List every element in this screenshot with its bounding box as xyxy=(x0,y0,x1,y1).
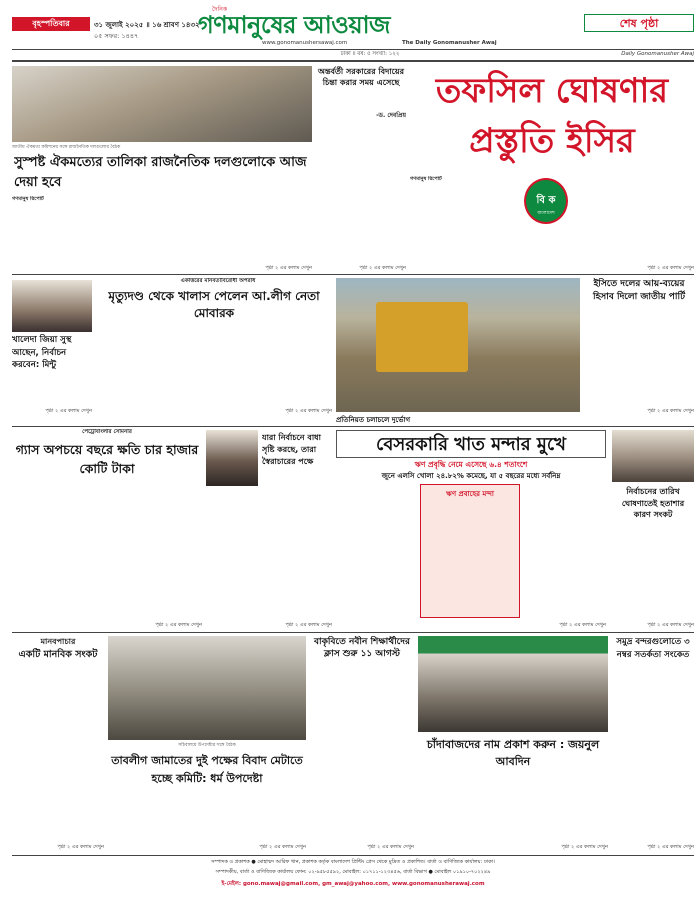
lead-byline: গণমানুষ রিপোর্ট xyxy=(410,176,442,182)
ec-logo xyxy=(524,178,568,224)
ec-body xyxy=(612,530,694,622)
tabligh-headline: তাবলীগ জামাতের দুই পক্ষের বিবাদ মেটাতে হচ্ছে কমিটি: ধর্ম উপদেষ্টা xyxy=(111,754,303,785)
consensus-body xyxy=(12,196,312,264)
students-body xyxy=(310,676,414,842)
jp-body xyxy=(584,320,694,408)
sea-cont: পৃষ্ঠা ২ এর কলাম দেখুন xyxy=(647,844,694,850)
human-headline: একটি মানবিক সংকট xyxy=(18,649,98,660)
private-cont: পৃষ্ঠা ২ এর কলাম দেখুন xyxy=(559,622,606,628)
mintu-photo xyxy=(12,280,92,332)
death-body xyxy=(96,324,332,408)
gas-kicker: পেট্রোবাংলার সেমিনার xyxy=(82,429,132,435)
ec-headline: নির্বাচনের তারিখ ঘোষণাতেই হতাশার কারণ সংকট xyxy=(621,487,685,519)
footer-line3: ই-মেইল: gono.mawaj@gmail.com, gm_awaj@yahoo.com, www.gonomanusherawaj.com xyxy=(221,881,485,887)
footer-line1: সম্পাদক ও প্রকাশক ● মোহাম্মদ আরিফ খান, প্রকাশক কর্তৃক বাংলাদেশ প্রিন্টিং প্রেস থেকে মুদ্রিত ও প্রকাশিত। বার্তা ও বাণিজ্যিক কার্যালয়: ঢাকা। xyxy=(211,859,495,865)
death-kicker: একাত্তরের মানবতাবিরোধী অপরাধ xyxy=(180,278,256,284)
election-quote-body xyxy=(206,490,332,622)
speaker-photo xyxy=(206,430,258,486)
consensus-headline: সুস্পষ্ট ঐকমত্যের তালিকা রাজনৈতিক দলগুলোকে আজ দেয়া হবে xyxy=(14,155,307,190)
human-kicker: মানবপাচার xyxy=(40,637,76,646)
photo-caption: প্রতিনিয়ত চলাচলে দুর্ভোগ xyxy=(336,416,411,423)
masthead-hijri: ০৫ সফর: ১৪৪৭ xyxy=(94,32,139,40)
students-headline: বাকৃবিতে নবীন শিক্ষার্থীদের ক্লাস শুরু ১১ আগস্ট xyxy=(314,637,410,659)
ec-cont: পৃষ্ঠা ২ এর কলাম দেখুন xyxy=(647,622,694,628)
consensus-caption: জাতীয় ঐকমত্য কমিশনের সঙ্গে রাজনৈতিক দলগুলোর বৈঠক xyxy=(12,145,121,150)
tabligh-caption: সচিবালয়ে উপদেষ্টার সঙ্গে বৈঠক xyxy=(178,743,236,748)
private-box-title: ঋণ প্রবাহের মন্দা xyxy=(446,490,494,498)
tabligh-photo xyxy=(108,636,306,740)
day-badge xyxy=(12,17,90,31)
jp-cont: পৃষ্ঠা ২ এর কলাম দেখুন xyxy=(647,408,694,414)
human-body xyxy=(12,666,104,842)
khaleda-headline: খালেদা জিয়া সুস্থ আছেন, নির্বাচন করবেন: মিন্টু xyxy=(12,335,72,370)
interim-cont: পৃষ্ঠা ২ এর কলাম দেখুন xyxy=(359,265,406,271)
gas-cont: পৃষ্ঠা ২ এর কলাম দেখুন xyxy=(155,622,202,628)
ec-logo-text: বাংলাদেশ xyxy=(537,211,555,216)
students-cont: পৃষ্ঠা ২ এর কলাম দেখুন xyxy=(367,844,414,850)
masthead-issue-info: ঢাকা ॥ বর্ষ: ৫ সংখ্যা: ১২২ xyxy=(340,51,400,57)
private-headline: বেসরকারি খাত মন্দার মুখে xyxy=(336,430,606,458)
masthead-date: ৩১ জুলাই ২০২৫ ॥ ১৬ শ্রাবণ ১৪৩২ xyxy=(94,21,200,29)
masthead-title xyxy=(198,9,528,41)
ec-logo-letters: বি ক xyxy=(536,195,556,206)
khaleda-body xyxy=(12,374,92,408)
jp-headline: ইসিতে দলের আয়-ব্যয়ের হিসাব দিলো জাতীয় পার্টি xyxy=(593,279,685,302)
gas-headline: গ্যাস অপচয়ে বছরে ক্ষতি চার হাজার কোটি টাকা xyxy=(15,442,199,476)
extortion-headline: চাঁদাবাজদের নাম প্রকাশ করুন : জয়নুল আবদিন xyxy=(426,738,600,768)
masthead-website: www.gonomanushersawaj.com xyxy=(262,40,348,46)
interim-by: -ড. দেবপ্রিয় xyxy=(376,112,406,119)
private-sub: ঋণ প্রবৃদ্ধি নেমে এসেছে ৬.৪ শতাংশে xyxy=(414,460,528,469)
death-headline: মৃত্যুদণ্ড থেকে খালাস পেলেন আ.লীগ নেতা মোবারক xyxy=(108,289,320,320)
extortion-body xyxy=(418,776,608,842)
private-box xyxy=(420,484,520,618)
road-photo xyxy=(336,278,580,412)
rule-row1 xyxy=(12,274,694,275)
lead-body-right xyxy=(572,176,694,270)
lead-headline: তফসিল ঘোষণার প্রস্তুতি ইসির xyxy=(435,71,669,161)
footer-line2: সম্পাদকীয়, বার্তা ও বাণিজ্যিক কার্যালয় ফোন: ০২-৯৫৮৫৫৯২, মোবাইল: ০১৭১১-১২৩৪৫৬, বার্তা বিভাগ ● মোবাইল ০১৯১০-৭০২২৪৯ xyxy=(215,869,491,875)
masthead-rule-bottom xyxy=(12,60,694,62)
death-cont: পৃষ্ঠা ২ এর কলাম দেখুন xyxy=(285,408,332,414)
sea-headline: সমুদ্র বন্দরগুলোতে ৩ নম্বর সতর্কতা সংকেত xyxy=(616,637,690,660)
masthead-title-text: গণমানুষের আওয়াজ xyxy=(198,11,391,39)
tabligh-cont: পৃষ্ঠা ২ এর কলাম দেখুন xyxy=(259,844,306,850)
extortion-photo xyxy=(418,636,608,732)
consensus-cont: পৃষ্ঠা ২ এর কলাম দেখুন xyxy=(265,265,312,271)
masthead-page-label: শেষ পৃষ্ঠা xyxy=(584,14,694,32)
interim-body xyxy=(316,122,406,270)
masthead-rule-top xyxy=(12,49,694,50)
lead-body-left xyxy=(410,176,520,270)
rule-row2 xyxy=(12,426,694,427)
interim-headline: অন্তর্বর্তী সরকারের বিদায়ের চিন্তা করার সময় এসেছে xyxy=(318,67,404,87)
masthead xyxy=(0,0,700,62)
election-quote-cont: পৃষ্ঠা ২ এর কলাম দেখুন xyxy=(285,622,332,628)
masthead-english-sub: Daily Gonomanusher Awaj xyxy=(621,51,694,57)
rule-row3 xyxy=(12,632,694,633)
footer-rule xyxy=(12,855,694,856)
consensus-byline: গণমানুষ রিপোর্ট xyxy=(12,196,44,202)
private-body-right xyxy=(524,484,606,622)
masthead-day: বৃহস্পতিবার xyxy=(32,19,70,28)
election-quote-headline: যারা নির্বাচনে বাধা সৃষ্টি করছে, তারা স্বৈরাচারের পক্ষে xyxy=(262,433,321,466)
gas-body xyxy=(12,484,202,622)
masthead-daily-label: দৈনিক xyxy=(212,6,228,13)
human-cont: পৃষ্ঠা ২ এর কলাম দেখুন xyxy=(57,844,104,850)
private-body-left xyxy=(336,484,416,622)
lead-cont: পৃষ্ঠা ২ এর কলাম দেখুন xyxy=(647,265,694,271)
extortion-cont: পৃষ্ঠা ২ এর কলাম দেখুন xyxy=(561,844,608,850)
masthead-english-title: The Daily Gonomanusher Awaj xyxy=(402,40,497,46)
ec-photo xyxy=(612,430,694,482)
khaleda-cont: পৃষ্ঠা ২ এর কলাম দেখুন xyxy=(45,408,92,414)
tabligh-body xyxy=(108,792,306,842)
private-sub2: জুনে এলসি খোলা ২৪.৮২% কমেছে, যা ৫ বছরের মধ্যে সর্বনিম্ন xyxy=(381,472,561,480)
consensus-photo xyxy=(12,66,312,142)
sea-body xyxy=(612,680,694,842)
truck-shape xyxy=(376,302,468,372)
